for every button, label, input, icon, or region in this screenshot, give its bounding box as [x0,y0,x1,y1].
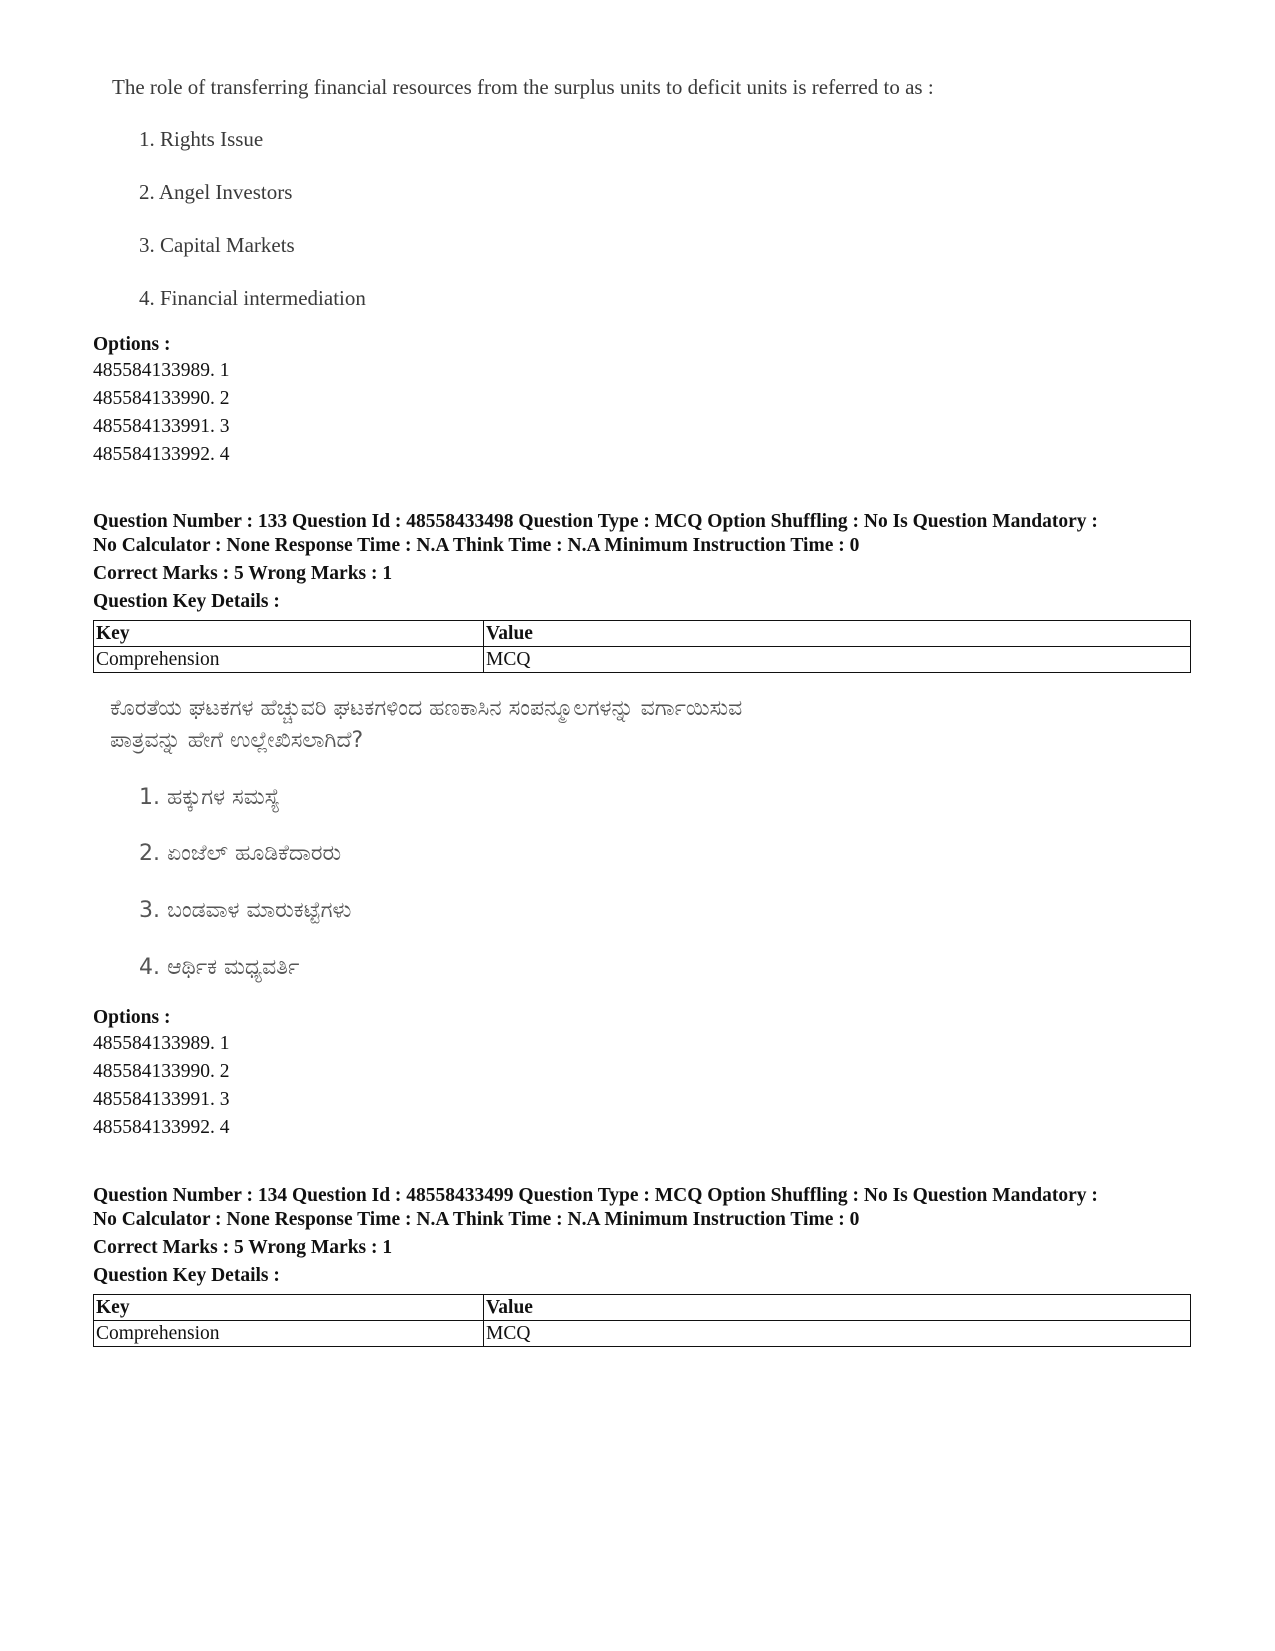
table-cell-value: MCQ [484,1321,1191,1347]
choice-4-kannada: 4. ಆರ್ಥಿಕ ಮಧ್ಯವರ್ತಿ [139,955,300,980]
choice-4: 4. Financial intermediation [139,286,366,310]
option-item: 485584133990. 2 [93,388,230,409]
question-text-english: The role of transferring financial resources from the surplus units to deficit units is referred to as : [112,75,934,99]
table-cell-value: MCQ [484,647,1191,673]
option-item: 485584133992. 4 [93,1117,230,1138]
table-row [94,647,1191,673]
table-header-row [94,621,1191,647]
option-item: 485584133991. 3 [93,416,230,437]
table-header-key: Key [94,1295,484,1321]
question-text-kannada-line2: ಪಾತ್ರವನ್ನು ಹೇಗೆ ಉಲ್ಲೇಖಿಸಲಾಗಿದೆ? [110,728,364,753]
key-details-table [93,620,1191,673]
key-details-label: Question Key Details : [93,1265,280,1286]
option-item: 485584133992. 4 [93,444,230,465]
choice-3-kannada: 3. ಬಂಡವಾಳ ಮಾರುಕಟ್ಟೆಗಳು [139,898,352,923]
table-header-value: Value [484,1295,1191,1321]
options-label: Options : [93,334,171,355]
choice-1-kannada: 1. ಹಕ್ಕುಗಳ ಸಮಸ್ಯೆ [139,785,281,810]
question-header-line1: Question Number : 134 Question Id : 48558433499 Question Type : MCQ Option Shuffling : No Is Question Mandatory : [93,1185,1098,1206]
table-header-row [94,1295,1191,1321]
table-row [94,1321,1191,1347]
question-header-line2: No Calculator : None Response Time : N.A Think Time : N.A Minimum Instruction Time : 0 [93,535,860,556]
table-cell-key: Comprehension [94,647,484,673]
choice-2: 2. Angel Investors [139,180,293,204]
option-item: 485584133989. 1 [93,360,230,381]
options-label: Options : [93,1007,171,1028]
option-item: 485584133989. 1 [93,1033,230,1054]
table-cell-key: Comprehension [94,1321,484,1347]
choice-2-kannada: 2. ಏಂಜೆಲ್ ಹೂಡಿಕೆದಾರರು [139,841,342,866]
option-item: 485584133990. 2 [93,1061,230,1082]
question-header-line2: No Calculator : None Response Time : N.A Think Time : N.A Minimum Instruction Time : 0 [93,1209,860,1230]
table-header-value: Value [484,621,1191,647]
marks-line: Correct Marks : 5 Wrong Marks : 1 [93,1237,393,1258]
choice-3: 3. Capital Markets [139,233,295,257]
key-details-table [93,1294,1191,1347]
question-header-line1: Question Number : 133 Question Id : 48558433498 Question Type : MCQ Option Shuffling : No Is Question Mandatory : [93,511,1098,532]
marks-line: Correct Marks : 5 Wrong Marks : 1 [93,563,393,584]
option-item: 485584133991. 3 [93,1089,230,1110]
question-text-kannada-line1: ಕೊರತೆಯ ಘಟಕಗಳ ಹೆಚ್ಚುವರಿ ಘಟಕಗಳಿಂದ ಹಣಕಾಸಿನ ಸಂಪನ್ಮೂಲಗಳನ್ನು ವರ್ಗಾಯಿಸುವ [110,696,743,721]
key-details-label: Question Key Details : [93,591,280,612]
table-header-key: Key [94,621,484,647]
choice-1: 1. Rights Issue [139,127,264,151]
